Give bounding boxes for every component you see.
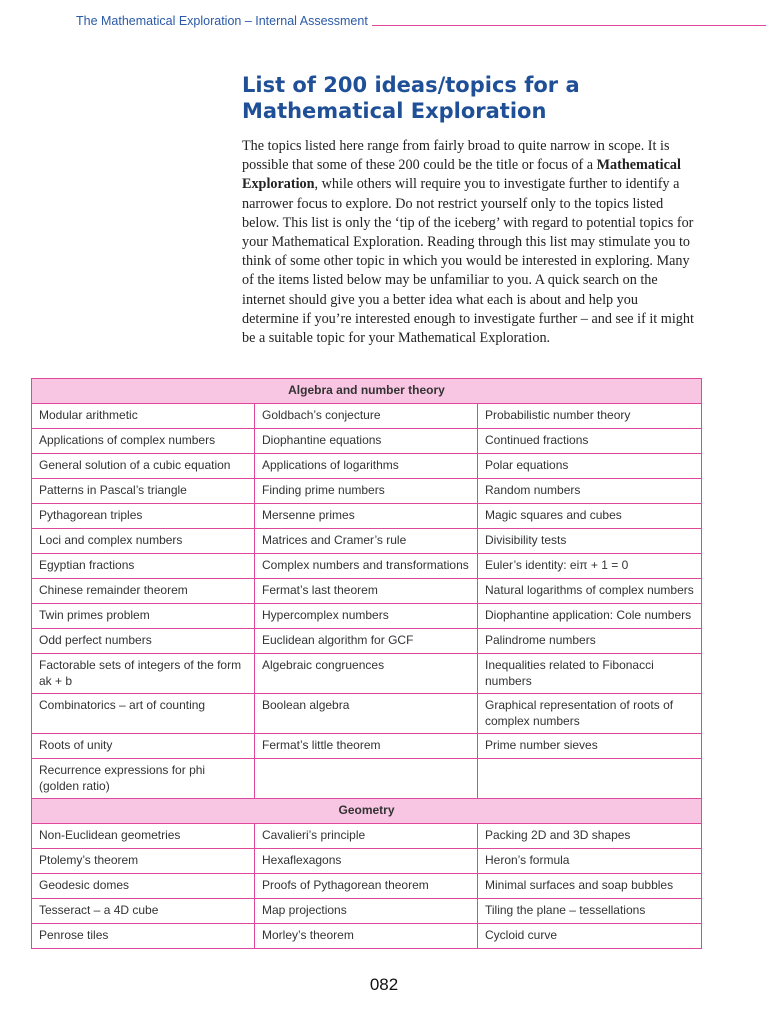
section-heading: Geometry <box>32 799 702 824</box>
topic-cell: Ptolemy’s theorem <box>32 849 255 874</box>
table-row <box>32 479 702 504</box>
table-row <box>32 874 702 899</box>
section-heading: Algebra and number theory <box>32 379 702 404</box>
topic-cell: Non-Euclidean geometries <box>32 824 255 849</box>
running-header-rule <box>372 25 766 26</box>
table-row <box>32 899 702 924</box>
topic-cell: Goldbach’s conjecture <box>255 404 478 429</box>
table-row <box>32 604 702 629</box>
intro-text-start: The topics listed here range from fairly broad to quite narrow in scope. It is possible that some of these 200 could be the title or focus of a <box>242 138 670 174</box>
table-row <box>32 529 702 554</box>
page-title: List of 200 ideas/topics for a Mathematical Exploration <box>242 73 580 123</box>
page-number: 082 <box>369 975 399 994</box>
topic-cell: Egyptian fractions <box>32 554 255 579</box>
running-header <box>76 12 766 28</box>
topic-cell: Roots of unity <box>32 734 255 759</box>
topic-cell: Algebraic congruences <box>255 654 478 694</box>
topic-cell: Odd perfect numbers <box>32 629 255 654</box>
topic-cell: Minimal surfaces and soap bubbles <box>478 874 702 899</box>
topic-cell: Hypercomplex numbers <box>255 604 478 629</box>
topic-cell: Chinese remainder theorem <box>32 579 255 604</box>
section-header-row <box>32 379 702 404</box>
topic-cell: Modular arithmetic <box>32 404 255 429</box>
topic-cell: Map projections <box>255 899 478 924</box>
topic-cell: Fermat’s little theorem <box>255 734 478 759</box>
table-row <box>32 824 702 849</box>
topic-cell: Tesseract – a 4D cube <box>32 899 255 924</box>
topic-cell: Palindrome numbers <box>478 629 702 654</box>
topic-cell: Hexaflexagons <box>255 849 478 874</box>
topic-cell: Graphical representation of roots of complex numbers <box>478 694 702 734</box>
table-row <box>32 579 702 604</box>
table-row <box>32 504 702 529</box>
table-row <box>32 654 702 694</box>
topic-cell: Combinatorics – art of counting <box>32 694 255 734</box>
topic-cell: Boolean algebra <box>255 694 478 734</box>
topic-cell: Inequalities related to Fibonacci numbers <box>478 654 702 694</box>
table-row <box>32 849 702 874</box>
topic-cell: Twin primes problem <box>32 604 255 629</box>
table-row <box>32 694 702 734</box>
table-row <box>32 429 702 454</box>
topic-cell: General solution of a cubic equation <box>32 454 255 479</box>
table-row <box>32 734 702 759</box>
running-header-text: The Mathematical Exploration – Internal Assessment <box>76 14 368 28</box>
topic-cell: Factorable sets of integers of the form ak + b <box>32 654 255 694</box>
topic-cell: Diophantine application: Cole numbers <box>478 604 702 629</box>
topic-cell: Loci and complex numbers <box>32 529 255 554</box>
topic-cell: Continued fractions <box>478 429 702 454</box>
topic-cell: Finding prime numbers <box>255 479 478 504</box>
topic-cell: Prime number sieves <box>478 734 702 759</box>
topic-cell: Random numbers <box>478 479 702 504</box>
intro-bold-term: Mathematical Exploration <box>242 157 681 193</box>
topics-table <box>31 378 702 949</box>
topic-cell: Patterns in Pascal’s triangle <box>32 479 255 504</box>
topic-cell: Magic squares and cubes <box>478 504 702 529</box>
topic-cell: Matrices and Cramer’s rule <box>255 529 478 554</box>
topic-cell: Probabilistic number theory <box>478 404 702 429</box>
topic-cell: Morley’s theorem <box>255 924 478 949</box>
topic-cell: Applications of logarithms <box>255 454 478 479</box>
intro-paragraph <box>242 137 694 348</box>
topic-cell: Proofs of Pythagorean theorem <box>255 874 478 899</box>
topic-cell: Tiling the plane – tessellations <box>478 899 702 924</box>
topic-cell: Pythagorean triples <box>32 504 255 529</box>
topic-cell <box>255 759 478 799</box>
topic-cell <box>478 759 702 799</box>
topic-cell: Euler’s identity: eiπ + 1 = 0 <box>478 554 702 579</box>
intro-text-end: , while others will require you to investigate further to identify a narrower focus to explore. Do not restrict yourself only to the topics listed below. This list is only the ‘tip of the iceberg’ with regard to potential topics for your Mathematical Exploration. Reading through this list may stimulate you to think of some other topic in which you would be interested in exploring. Many of the items listed below may be unfamiliar to you. A quick search on the internet should give you a better idea what each is about and help you determine if you’re interested enough to investigate further – and see if it might be a suitable topic for your Mathematical Exploration. <box>242 176 694 347</box>
topic-cell: Divisibility tests <box>478 529 702 554</box>
topic-cell: Natural logarithms of complex numbers <box>478 579 702 604</box>
topic-cell: Penrose tiles <box>32 924 255 949</box>
topic-cell: Mersenne primes <box>255 504 478 529</box>
topic-cell: Cavalieri’s principle <box>255 824 478 849</box>
table-row <box>32 404 702 429</box>
table-row <box>32 924 702 949</box>
topic-cell: Diophantine equations <box>255 429 478 454</box>
topic-cell: Recurrence expressions for phi (golden ratio) <box>32 759 255 799</box>
section-header-row <box>32 799 702 824</box>
table-row <box>32 629 702 654</box>
topic-cell: Euclidean algorithm for GCF <box>255 629 478 654</box>
table-row <box>32 454 702 479</box>
topic-cell: Heron’s formula <box>478 849 702 874</box>
topic-cell: Complex numbers and transformations <box>255 554 478 579</box>
topic-cell: Geodesic domes <box>32 874 255 899</box>
table-row <box>32 759 702 799</box>
table-row <box>32 554 702 579</box>
topic-cell: Packing 2D and 3D shapes <box>478 824 702 849</box>
topic-cell: Applications of complex numbers <box>32 429 255 454</box>
topic-cell: Polar equations <box>478 454 702 479</box>
topic-cell: Fermat’s last theorem <box>255 579 478 604</box>
topic-cell: Cycloid curve <box>478 924 702 949</box>
